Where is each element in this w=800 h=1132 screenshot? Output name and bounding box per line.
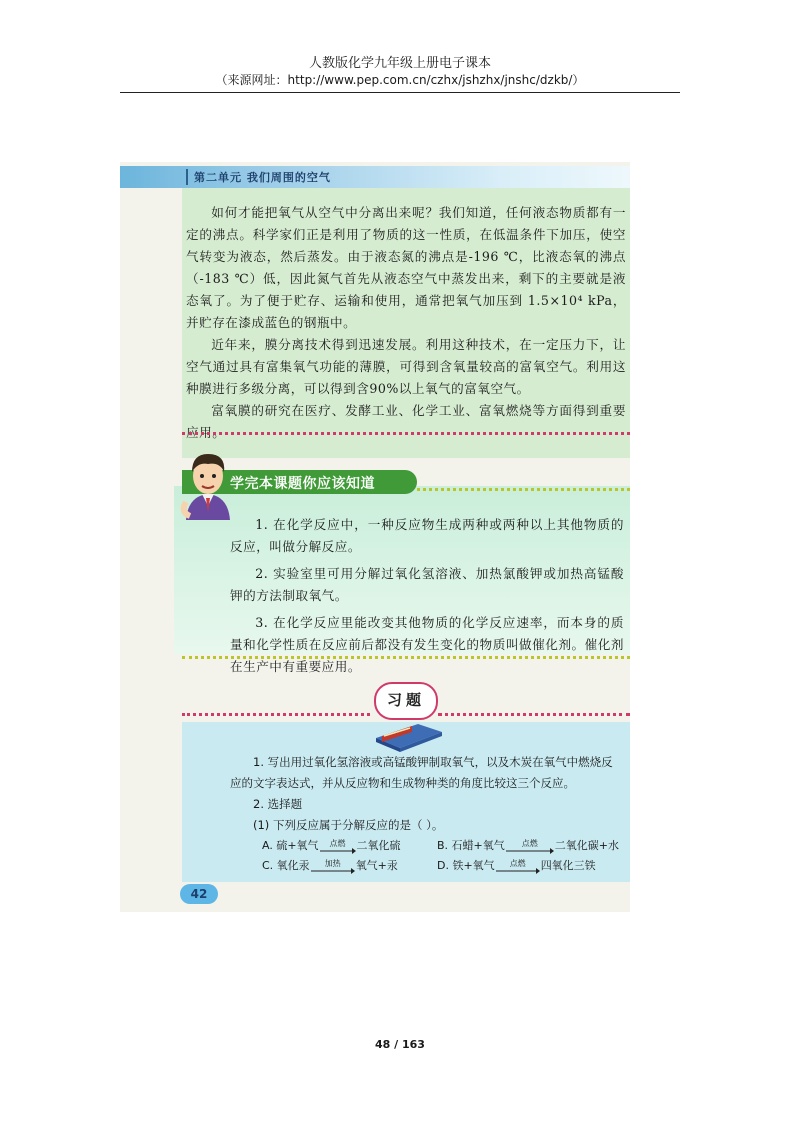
reaction-arrow: 加热 [311, 859, 355, 874]
chapter-title: 第二单元 我们周围的空气 [194, 171, 331, 184]
choice-a: A. 硫+氧气 点燃 二氧化硫 [262, 839, 401, 852]
student-cartoon-icon [176, 442, 240, 522]
textbook-page [120, 162, 630, 912]
dotted-divider [438, 713, 630, 716]
books-icon [372, 714, 446, 754]
header-divider [120, 92, 680, 93]
paragraph: 如何才能把氧气从空气中分离出来呢？我们知道，任何液态物质都有一定的沸点。科学家们正是利用了物质的这一性质，在低温条件下加压，使空气转变为液态，然后蒸发。由于液态氮的沸点是-196 ℃，比液态氧的沸点（-183 ℃）低，因此氮气首先从液态空气中蒸发出来，剩下的主要就是液态氧了。为了便于贮存、运输和使用，通常把氧气加压到 1.5×10⁴ kPa，并贮存在漆成蓝色的钢瓶中。 [186, 205, 626, 330]
summary-title: 学完本课题你应该知道 [230, 476, 375, 492]
dotted-divider [417, 488, 630, 491]
main-text-panel [182, 188, 630, 458]
document-title: 人教版化学九年级上册电子课本 [308, 56, 491, 71]
exercise-content [230, 752, 624, 876]
paragraph: 近年来，膜分离技术得到迅速发展。利用这种技术，在一定压力下，让空气通过具有富集氧气功能的薄膜，可得到含氧量较高的富氧空气。利用这种膜进行多级分离，可以得到含90%以上氧气的富氧空气。 [186, 337, 626, 396]
list-item: 3. 在化学反应里能改变其他物质的化学反应速率，而本身的质量和化学性质在反应前后都没有发生变化的物质叫做催化剂。催化剂在生产中有重要应用。 [230, 615, 624, 674]
dotted-divider [182, 656, 630, 659]
arrow-icon [311, 868, 355, 874]
exercise-title: 习题 [386, 691, 425, 709]
book-page-number: 42 [180, 884, 218, 904]
document-header [0, 55, 800, 89]
choice-c: C. 氧化汞 加热 氧气+汞 [262, 859, 398, 872]
question-2-1: (1) 下列反应属于分解反应的是（ ）。 [253, 818, 444, 832]
question-1: 1. 写出用过氧化氢溶液或高锰酸钾制取氧气，以及木炭在氧气中燃烧反应的文字表达式，并从反应物和生成物种类的角度比较这三个反应。 [230, 755, 613, 790]
reaction-arrow: 点燃 [496, 859, 540, 874]
arrow-icon [506, 848, 554, 854]
arrow-icon [320, 848, 356, 854]
reaction-arrow: 点燃 [506, 839, 554, 854]
pdf-page-indicator: 48 / 163 [375, 1038, 425, 1051]
dotted-divider [182, 713, 370, 716]
arrow-icon [496, 868, 540, 874]
choice-b: B. 石蜡+氧气 点燃 二氧化碳+水 [437, 839, 619, 852]
choice-list [230, 836, 624, 876]
question-2: 2. 选择题 [253, 797, 303, 811]
choice-d: D. 铁+氧气 点燃 四氧化三铁 [437, 859, 596, 872]
reaction-arrow: 点燃 [320, 839, 356, 854]
list-item: 1. 在化学反应中，一种反应物生成两种或两种以上其他物质的反应，叫做分解反应。 [230, 517, 624, 554]
paragraph: 富氧膜的研究在医疗、发酵工业、化学工业、富氧燃烧等方面得到重要应用。 [186, 403, 626, 440]
dotted-divider [182, 432, 630, 435]
chapter-banner [120, 166, 630, 188]
document-source: （来源网址：http://www.pep.com.cn/czhx/jshzhx/jnshc/dzkb/） [215, 73, 585, 87]
list-item: 2. 实验室里可用分解过氧化氢溶液、加热氯酸钾或加热高锰酸钾的方法制取氧气。 [230, 566, 624, 603]
